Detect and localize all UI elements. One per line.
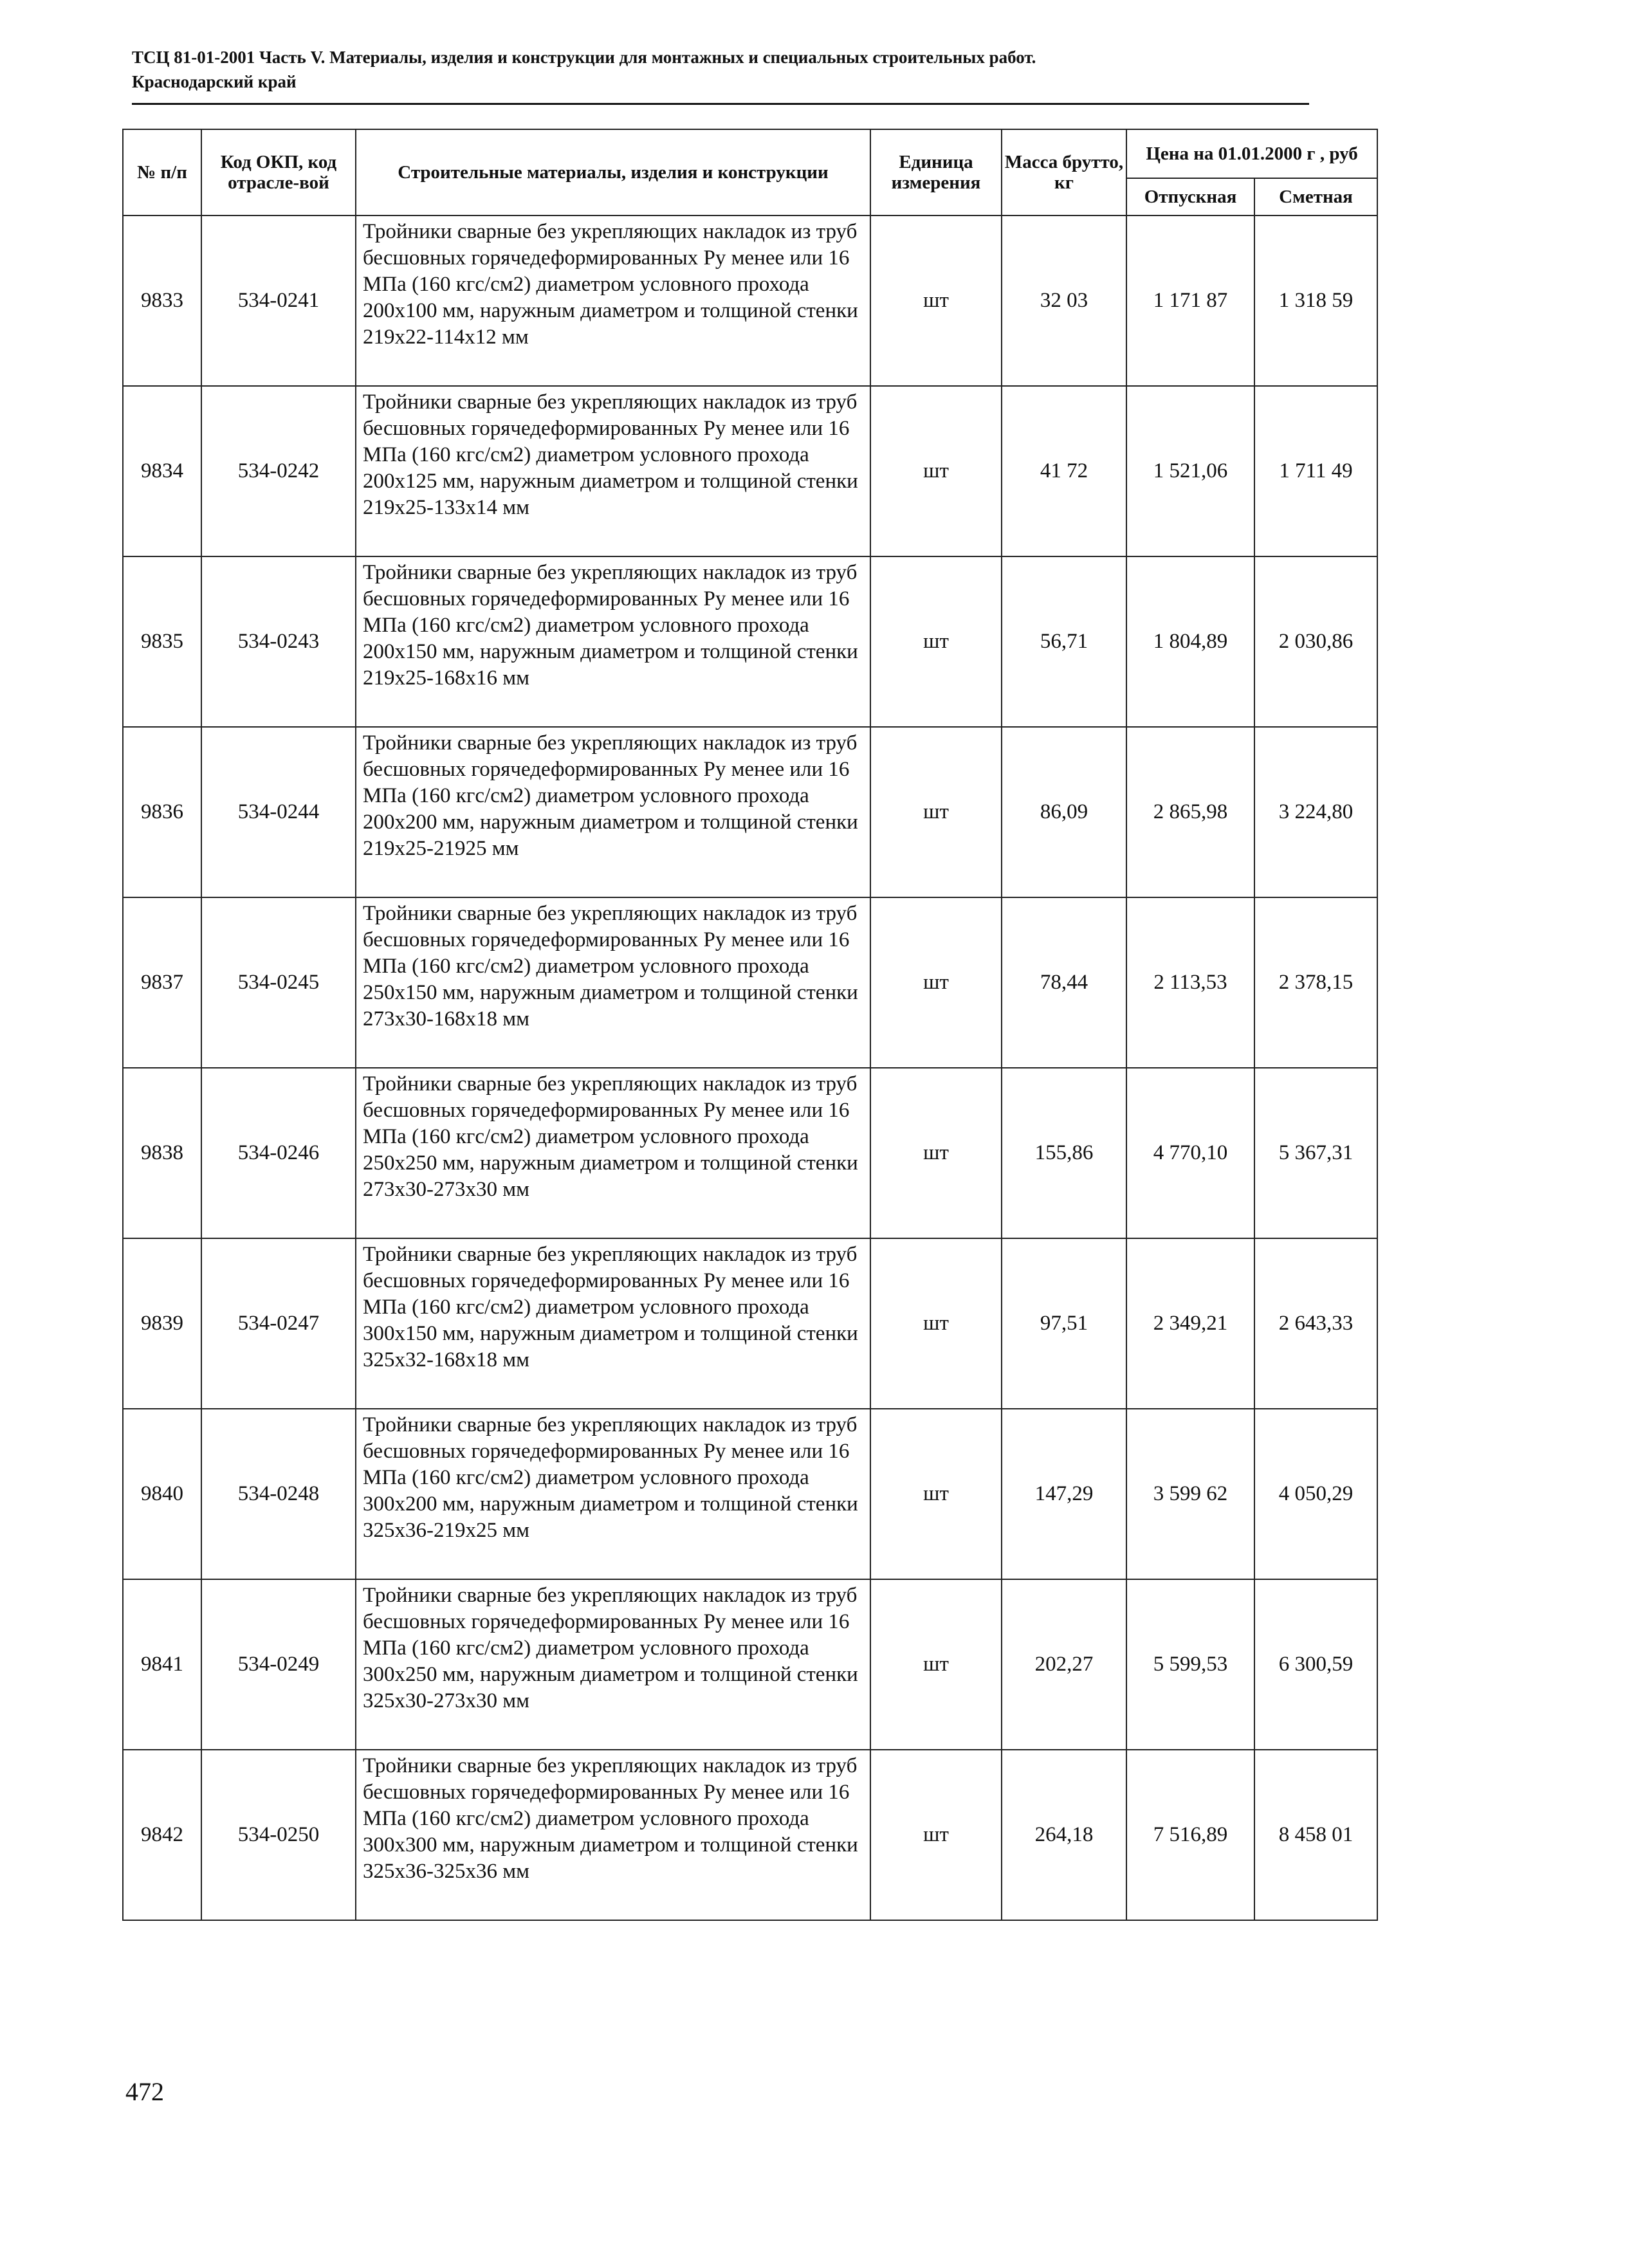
cell-code: 534-0245 — [201, 897, 356, 1068]
document-title: ТСЦ 81-01-2001 Часть V. Материалы, изделия и конструкции для монтажных и специальных строительных работ. — [132, 48, 1036, 67]
cell-mass: 155,86 — [1002, 1068, 1126, 1238]
cell-num: 9835 — [123, 556, 201, 727]
cell-mass: 147,29 — [1002, 1409, 1126, 1579]
col-header-mass: Масса брутто, кг — [1002, 129, 1126, 215]
cell-description: Тройники сварные без укрепляющих накладок из труб бесшовных горячедеформированных Ру менее или 16 МПа (160 кгс/см2) диаметром условного прохода 250х250 мм, наружным диаметром и толщиной стенки 273х30-273х30 мм — [356, 1068, 870, 1238]
cell-code: 534-0248 — [201, 1409, 356, 1579]
cell-num: 9838 — [123, 1068, 201, 1238]
document-region: Краснодарский край — [132, 72, 297, 91]
cell-mass: 97,51 — [1002, 1238, 1126, 1409]
cell-code: 534-0247 — [201, 1238, 356, 1409]
cell-price-release: 1 171 87 — [1126, 215, 1254, 386]
table-row — [123, 1068, 1377, 1238]
cell-code: 534-0242 — [201, 386, 356, 556]
cell-unit: шт — [870, 386, 1002, 556]
cell-price-release: 2 865,98 — [1126, 727, 1254, 897]
cell-description: Тройники сварные без укрепляющих накладок из труб бесшовных горячедеформированных Ру менее или 16 МПа (160 кгс/см2) диаметром условного прохода 300х200 мм, наружным диаметром и толщиной стенки 325х36-219х25 мм — [356, 1409, 870, 1579]
table-row — [123, 1238, 1377, 1409]
cell-description: Тройники сварные без укрепляющих накладок из труб бесшовных горячедеформированных Ру менее или 16 МПа (160 кгс/см2) диаметром условного прохода 250х150 мм, наружным диаметром и толщиной стенки 273х30-168х18 мм — [356, 897, 870, 1068]
cell-price-estimate: 2 378,15 — [1254, 897, 1377, 1068]
cell-code: 534-0243 — [201, 556, 356, 727]
table-row — [123, 215, 1377, 386]
materials-table — [122, 129, 1378, 1921]
cell-price-estimate: 1 711 49 — [1254, 386, 1377, 556]
table-row — [123, 897, 1377, 1068]
cell-price-estimate: 6 300,59 — [1254, 1579, 1377, 1750]
page-number: 472 — [125, 2077, 164, 2106]
cell-num: 9833 — [123, 215, 201, 386]
cell-description: Тройники сварные без укрепляющих накладок из труб бесшовных горячедеформированных Ру менее или 16 МПа (160 кгс/см2) диаметром условного прохода 200х125 мм, наружным диаметром и толщиной стенки 219х25-133х14 мм — [356, 386, 870, 556]
cell-mass: 264,18 — [1002, 1750, 1126, 1920]
table-row — [123, 1750, 1377, 1920]
document-header — [132, 45, 1309, 94]
cell-price-release: 3 599 62 — [1126, 1409, 1254, 1579]
cell-unit: шт — [870, 1238, 1002, 1409]
header-divider — [132, 103, 1309, 105]
table-row — [123, 386, 1377, 556]
cell-price-estimate: 2 030,86 — [1254, 556, 1377, 727]
col-header-unit: Единица измерения — [870, 129, 1002, 215]
cell-price-release: 2 113,53 — [1126, 897, 1254, 1068]
col-header-name: Строительные материалы, изделия и конструкции — [356, 129, 870, 215]
cell-unit: шт — [870, 1579, 1002, 1750]
table-body — [123, 215, 1377, 1920]
cell-mass: 41 72 — [1002, 386, 1126, 556]
table-row — [123, 1579, 1377, 1750]
col-header-code: Код ОКП, код отрасле-вой — [201, 129, 356, 215]
cell-code: 534-0241 — [201, 215, 356, 386]
table-row — [123, 727, 1377, 897]
cell-num: 9842 — [123, 1750, 201, 1920]
cell-mass: 32 03 — [1002, 215, 1126, 386]
cell-price-estimate: 4 050,29 — [1254, 1409, 1377, 1579]
cell-description: Тройники сварные без укрепляющих накладок из труб бесшовных горячедеформированных Ру менее или 16 МПа (160 кгс/см2) диаметром условного прохода 300х300 мм, наружным диаметром и толщиной стенки 325х36-325х36 мм — [356, 1750, 870, 1920]
cell-mass: 86,09 — [1002, 727, 1126, 897]
table-row — [123, 556, 1377, 727]
cell-unit: шт — [870, 897, 1002, 1068]
cell-description: Тройники сварные без укрепляющих накладок из труб бесшовных горячедеформированных Ру менее или 16 МПа (160 кгс/см2) диаметром условного прохода 200х150 мм, наружным диаметром и толщиной стенки 219х25-168х16 мм — [356, 556, 870, 727]
cell-description: Тройники сварные без укрепляющих накладок из труб бесшовных горячедеформированных Ру менее или 16 МПа (160 кгс/см2) диаметром условного прохода 200х100 мм, наружным диаметром и толщиной стенки 219х22-114х12 мм — [356, 215, 870, 386]
cell-description: Тройники сварные без укрепляющих накладок из труб бесшовных горячедеформированных Ру менее или 16 МПа (160 кгс/см2) диаметром условного прохода 200х200 мм, наружным диаметром и толщиной стенки 219х25-21925 мм — [356, 727, 870, 897]
cell-description: Тройники сварные без укрепляющих накладок из труб бесшовных горячедеформированных Ру менее или 16 МПа (160 кгс/см2) диаметром условного прохода 300х250 мм, наружным диаметром и толщиной стенки 325х30-273х30 мм — [356, 1579, 870, 1750]
cell-unit: шт — [870, 1750, 1002, 1920]
cell-code: 534-0244 — [201, 727, 356, 897]
cell-code: 534-0246 — [201, 1068, 356, 1238]
cell-price-estimate: 3 224,80 — [1254, 727, 1377, 897]
cell-num: 9841 — [123, 1579, 201, 1750]
cell-code: 534-0250 — [201, 1750, 356, 1920]
cell-unit: шт — [870, 727, 1002, 897]
cell-mass: 56,71 — [1002, 556, 1126, 727]
cell-unit: шт — [870, 556, 1002, 727]
cell-num: 9836 — [123, 727, 201, 897]
cell-price-release: 4 770,10 — [1126, 1068, 1254, 1238]
cell-code: 534-0249 — [201, 1579, 356, 1750]
cell-price-estimate: 1 318 59 — [1254, 215, 1377, 386]
cell-price-estimate: 8 458 01 — [1254, 1750, 1377, 1920]
cell-price-release: 5 599,53 — [1126, 1579, 1254, 1750]
cell-num: 9840 — [123, 1409, 201, 1579]
cell-price-estimate: 2 643,33 — [1254, 1238, 1377, 1409]
cell-mass: 202,27 — [1002, 1579, 1126, 1750]
col-header-price-release: Отпускная — [1126, 178, 1254, 215]
col-header-num: № п/п — [123, 129, 201, 215]
table-row — [123, 1409, 1377, 1579]
col-header-price-group: Цена на 01.01.2000 г , руб — [1126, 129, 1377, 178]
col-header-price-estimate: Сметная — [1254, 178, 1377, 215]
cell-num: 9834 — [123, 386, 201, 556]
cell-price-release: 1 521,06 — [1126, 386, 1254, 556]
cell-num: 9839 — [123, 1238, 201, 1409]
cell-unit: шт — [870, 215, 1002, 386]
cell-mass: 78,44 — [1002, 897, 1126, 1068]
cell-unit: шт — [870, 1409, 1002, 1579]
cell-description: Тройники сварные без укрепляющих накладок из труб бесшовных горячедеформированных Ру менее или 16 МПа (160 кгс/см2) диаметром условного прохода 300х150 мм, наружным диаметром и толщиной стенки 325х32-168х18 мм — [356, 1238, 870, 1409]
cell-num: 9837 — [123, 897, 201, 1068]
cell-price-release: 7 516,89 — [1126, 1750, 1254, 1920]
cell-price-release: 1 804,89 — [1126, 556, 1254, 727]
cell-price-estimate: 5 367,31 — [1254, 1068, 1377, 1238]
cell-price-release: 2 349,21 — [1126, 1238, 1254, 1409]
cell-unit: шт — [870, 1068, 1002, 1238]
